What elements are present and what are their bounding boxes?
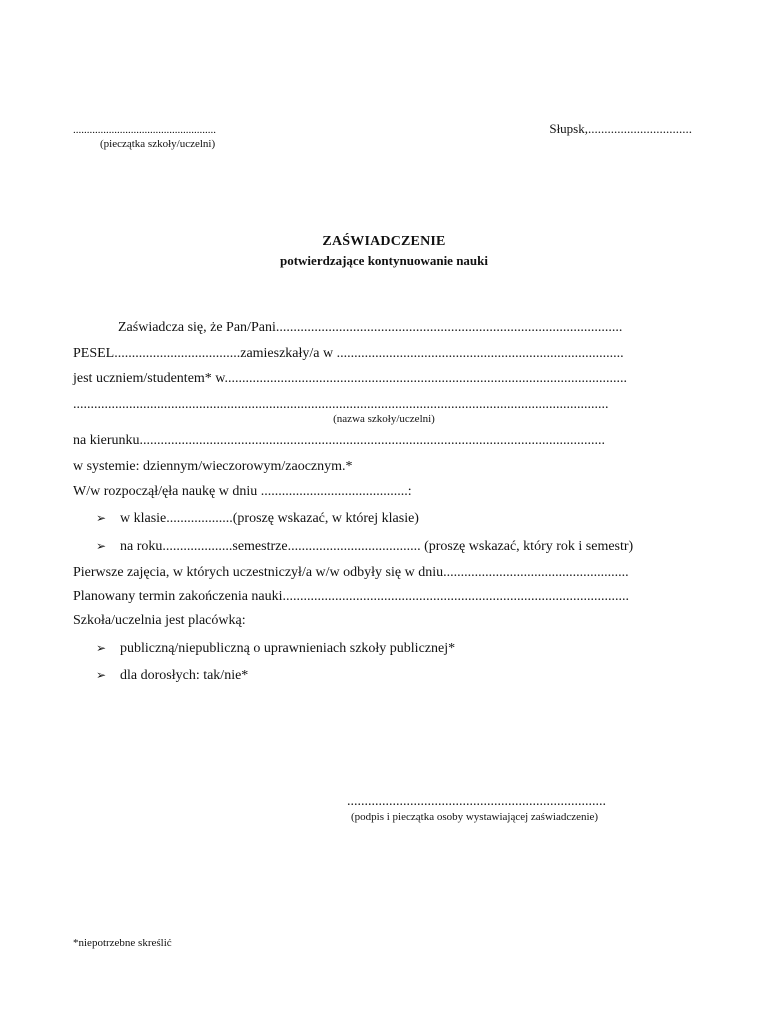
line-institution: Szkoła/uczelnia jest placówką: bbox=[73, 613, 246, 628]
bullet-adults-text: dla dorosłych: tak/nie* bbox=[120, 668, 249, 683]
arrow-bullet-icon: ➢ bbox=[96, 539, 107, 553]
arrow-bullet-icon: ➢ bbox=[96, 641, 107, 655]
line-end-date: Planowany termin zakończenia nauki................................................................................................... bbox=[73, 589, 630, 604]
school-caption: (nazwa szkoły/uczelni) bbox=[333, 413, 435, 425]
line-student: jest uczniem/studentem* w................................................................................................................... bbox=[73, 371, 627, 386]
document-subtitle: potwierdzające kontynuowanie nauki bbox=[279, 253, 489, 268]
line-pesel: PESEL....................................zamieszkały/a w .................................................................................. bbox=[73, 346, 624, 361]
bullet-class-text: w klasie...................(proszę wskazać, w której klasie) bbox=[120, 511, 419, 526]
footnote: *niepotrzebne skreślić bbox=[73, 937, 172, 949]
bullet-adults bbox=[96, 666, 248, 685]
bullet-public bbox=[96, 639, 455, 658]
arrow-bullet-icon: ➢ bbox=[96, 668, 107, 682]
document-title: ZAŚWIADCZENIE bbox=[322, 234, 446, 249]
line-school-dots: ......................................................................................................................................................... bbox=[73, 397, 609, 412]
bullet-year-text: na roku....................semestrze...................................... (proszę wskazać, który rok i semestr) bbox=[120, 539, 634, 554]
bullet-class bbox=[96, 509, 419, 528]
stamp-caption: (pieczątka szkoły/uczelni) bbox=[100, 138, 216, 150]
bullet-year bbox=[96, 537, 633, 556]
signature-caption: (podpis i pieczątka osoby wystawiającej zaświadczenie) bbox=[351, 811, 599, 823]
stamp-dots: .................................................... bbox=[73, 124, 216, 136]
line-certify: Zaświadcza się, że Pan/Pani................................................................................................... bbox=[118, 320, 623, 335]
signature-dots: .......................................................................... bbox=[347, 794, 606, 809]
line-first-classes: Pierwsze zajęcia, w których uczestniczył/a w/w odbyły się w dniu..................................................... bbox=[73, 565, 629, 580]
city-date: Słupsk,................................ bbox=[549, 121, 692, 136]
line-field: na kierunku..................................................................................................................................... bbox=[73, 433, 605, 448]
line-system: w systemie: dziennym/wieczorowym/zaocznym.* bbox=[73, 459, 353, 474]
line-start-date: W/w rozpoczął/ęła naukę w dniu ..........................................: bbox=[73, 484, 412, 499]
bullet-public-text: publiczną/niepubliczną o uprawnieniach szkoły publicznej* bbox=[120, 641, 456, 656]
arrow-bullet-icon: ➢ bbox=[96, 511, 107, 525]
